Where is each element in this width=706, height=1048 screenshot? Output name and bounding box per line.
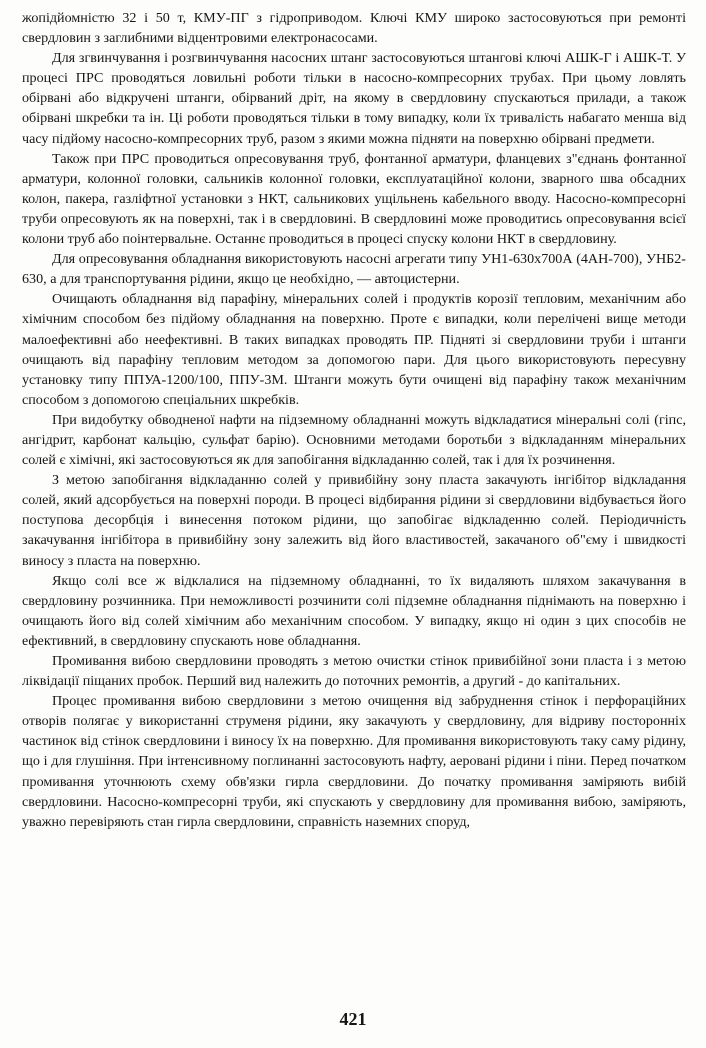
paragraph: Для згвинчування і розгвинчування насосних штанг застосовуються штангові ключі АШК-Г і АШК-Т. У процесі ПРС проводяться ловильні роботи тільки в насосно-компресорних трубах. При цьому ловлять обірвані або відкручені штанги, обірваний дріт, на якому в свердловину спускаються прилади, а також обірвані шкребки та ін. Ці роботи проводяться тільки в тому випадку, коли їх тривалість набагато менша від часу підйому насосно-компресорних труб, разом з якими можна підняти на поверхню обірвані предмети. — [22, 50, 686, 147]
body-text — [22, 8, 686, 832]
page-number: 421 — [339, 1009, 367, 1029]
paragraph: Процес промивання вибою свердловини з метою очищення від забруднення стінок і перфораційних отворів полягає у використанні струменя рідини, яку закачують у свердловину, для відриву посторонніх частинок від стінок свердловини і виносу їх на поверхню. Для промивання використовують таку саму рідину, що і для глушіння. При інтенсивному поглинанні застосовують нафту, аеровані рідини і піни. Перед початком промивання уточнюють схему обв'язки гирла свердловини. До початку промивання заміряють вибій свердловини. Насосно-компресорні труби, які спускають у свердловину для промивання вибою, заміряють, уважно перевіряють стан гирла свердловини, справність наземних споруд, — [22, 693, 686, 830]
paragraph: Очищають обладнання від парафіну, мінеральних солей і продуктів корозії тепловим, механічним або хімічним способом без підйому обладнання на поверхню. Проте є випадки, коли перелічені вище методи малоефективні або неефективні. В таких випадках проводять ПР. Підняті зі свердловини труби і штанги очищають від парафіну тепловим методом за допомогою пари. Для цього використовують пересувну установку типу ППУА-1200/100, ППУ-3М. Штанги можуть бути очищені від парафіну також механічним способом з допомогою спеціальних шкребків. — [22, 291, 686, 408]
paragraph: жопідйомністю 32 і 50 т, КМУ-ПГ з гідроприводом. Ключі КМУ широко застосовуються при ремонті свердловин з заглибними відцентровими електронасосами. — [22, 10, 686, 47]
paragraph: Промивання вибою свердловини проводять з метою очистки стінок привибійної зони пласта і з метою ліквідації піщаних пробок. Перший вид належить до поточних ремонтів, а другий - до капітальних. — [22, 653, 686, 690]
paragraph: Для опресовування обладнання використовують насосні агрегати типу УН1-630х700А (4АН-700), УНБ2-630, а для транспортування рідини, якщо це необхідно, — автоцистерни. — [22, 251, 686, 288]
paragraph: При видобутку обводненої нафти на підземному обладнанні можуть відкладатися мінеральні солі (гіпс, ангідрит, карбонат кальцію, сульфат барію). Основними методами боротьби з відкладанням мінеральних солей є хімічні, які застосовуються як для запобігання відкладанню солей, так і для їх розчинення. — [22, 411, 686, 469]
paragraph: Якщо солі все ж відклалися на підземному обладнанні, то їх видаляють шляхом закачування в свердловину розчинника. При неможливості розчинити солі підземне обладнання піднімають на поверхню і очищають його від солей хімічним або механічним способом. У випадку, якщо ні один з цих способів не ефективний, в свердловину спускають нове обладнання. — [22, 572, 686, 649]
paragraph: З метою запобігання відкладанню солей у привибійну зону пласта закачують інгібітор відкладання солей, який адсорбується на поверхні породи. В процесі відбирання рідини зі свердловини відбувається його поступова десорбція і винесення потоком рідини, що запобігає відкладенню солей. Періодичність закачування інгібітора в привибійну зону залежить від його властивостей, закачаного об"єму і швидкості виносу з пласта на поверхню. — [22, 472, 686, 569]
paragraph: Також при ПРС проводиться опресовування труб, фонтанної арматури, фланцевих з"єднань фонтанної арматури, колонної головки, сальників колонної головки, експлуатаційної колони, зварного шва обсадних колон, пакера, газліфтної установки з НКТ, сальникових ущільнень кабельного вводу. Насосно-компресорні труби опресовують як на поверхні, так і в свердловині. В свердловині може проводитись опресовування всієї колони труб або поінтервальне. Останнє проводиться в процесі спуску колони НКТ в свердловину. — [22, 150, 686, 248]
